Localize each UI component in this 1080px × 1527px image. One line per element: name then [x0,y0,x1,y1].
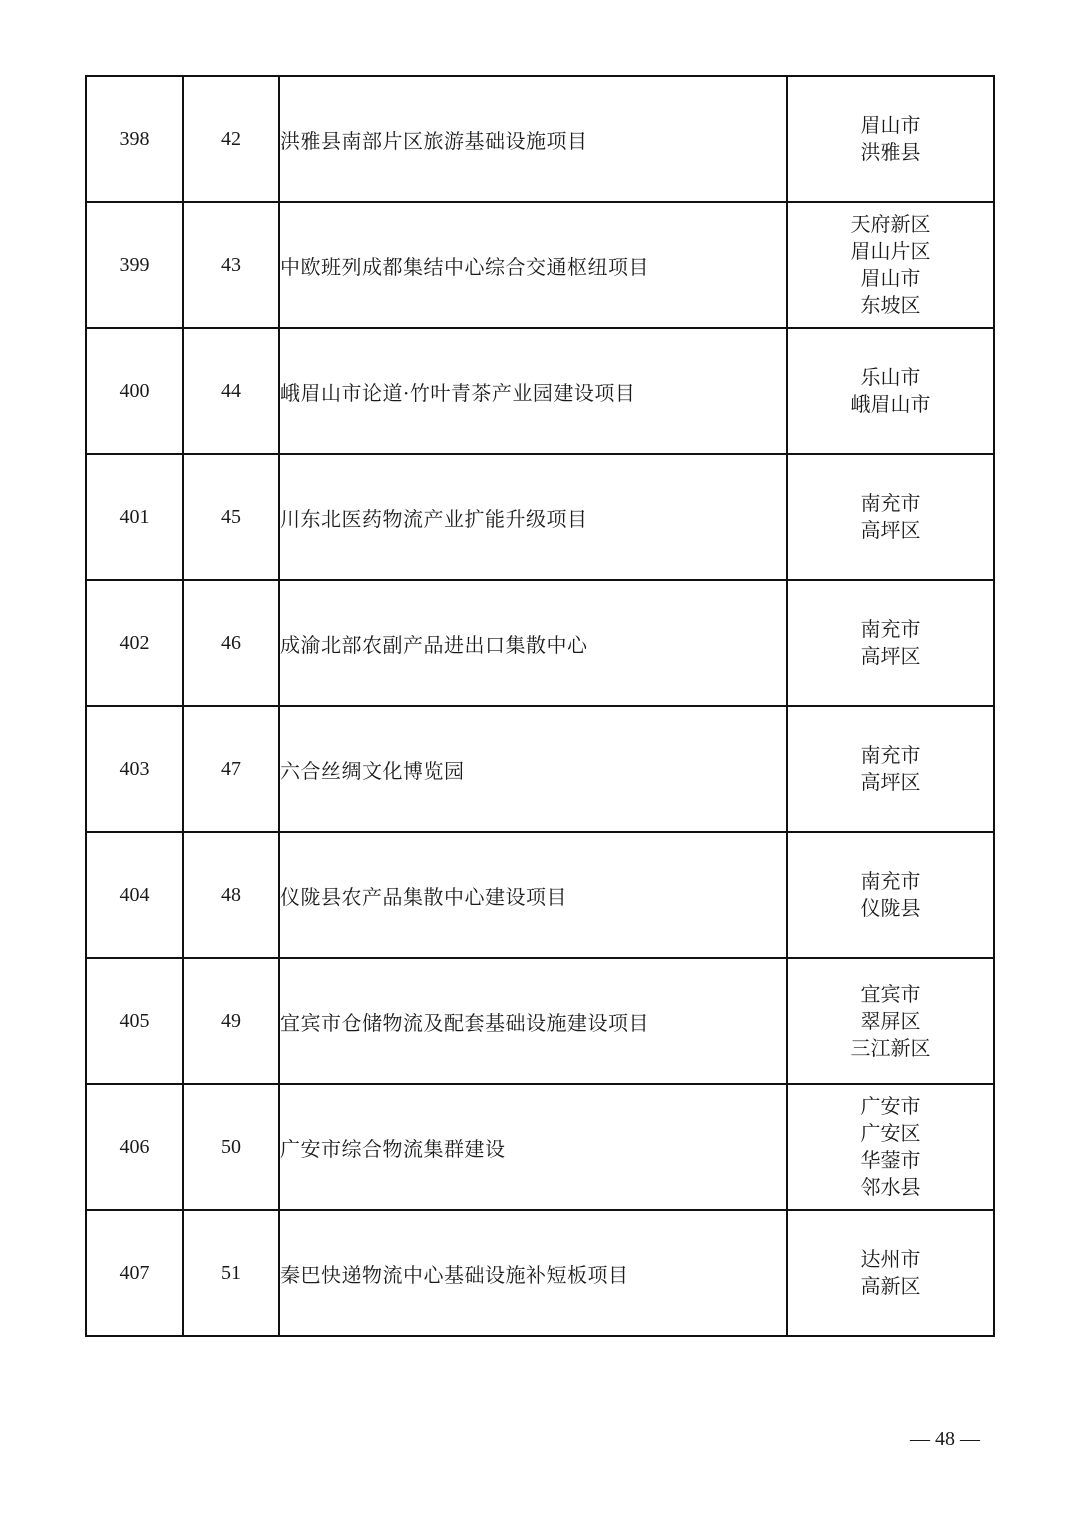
project-location [787,706,994,832]
project-location [787,76,994,202]
location-line: 南充市 [860,617,921,641]
project-name: 六合丝绸文化博览园 [279,706,787,832]
project-location [787,958,994,1084]
project-location [787,1210,994,1336]
location-line: 宜宾市 [860,981,921,1006]
project-name: 宜宾市仓储物流及配套基础设施建设项目 [279,958,787,1084]
row-seq-number: 400 [86,328,183,454]
row-seq-number: 402 [86,580,183,706]
location-line: 南充市 [860,491,921,515]
table-row [86,454,994,580]
row-seq-number: 403 [86,706,183,832]
project-name: 成渝北部农副产品进出口集散中心 [279,580,787,706]
location-line: 高新区 [860,1274,921,1298]
table-row [86,580,994,706]
project-location [787,328,994,454]
location-line: 东坡区 [860,293,921,317]
location-line: 高坪区 [860,644,921,668]
location-line: 邻水县 [860,1175,921,1199]
row-index-number: 47 [183,706,279,832]
project-name: 川东北医药物流产业扩能升级项目 [279,454,787,580]
table-row [86,1084,994,1210]
table-row [86,706,994,832]
row-seq-number: 399 [86,202,183,328]
location-line: 广安市 [860,1094,921,1118]
location-line: 达州市 [860,1247,921,1271]
location-line: 乐山市 [860,365,921,389]
projects-table [85,75,995,1337]
location-line: 三江新区 [850,1035,931,1060]
row-seq-number: 406 [86,1084,183,1210]
location-line: 峨眉山市 [850,392,931,416]
location-line: 眉山片区 [850,239,931,263]
location-line: 眉山市 [860,266,921,290]
table-row [86,328,994,454]
page-number: — 48 — [910,1428,980,1450]
project-location [787,1084,994,1210]
location-line: 南充市 [860,869,921,893]
location-line: 高坪区 [860,770,921,794]
project-location [787,202,994,328]
project-location [787,454,994,580]
location-line: 南充市 [860,743,921,767]
project-name: 秦巴快递物流中心基础设施补短板项目 [279,1210,787,1336]
project-name: 仪陇县农产品集散中心建设项目 [279,832,787,958]
row-index-number: 45 [183,454,279,580]
table-row [86,832,994,958]
row-index-number: 42 [183,76,279,202]
location-line: 眉山市 [860,113,921,137]
location-line: 仪陇县 [860,896,921,920]
table-row [86,1210,994,1336]
row-seq-number: 407 [86,1210,183,1336]
location-line: 高坪区 [860,518,921,542]
row-index-number: 43 [183,202,279,328]
table-row [86,76,994,202]
project-name: 峨眉山市论道·竹叶青茶产业园建设项目 [279,328,787,454]
row-index-number: 51 [183,1210,279,1336]
row-seq-number: 404 [86,832,183,958]
table-row [86,202,994,328]
table-row [86,958,994,1084]
row-index-number: 48 [183,832,279,958]
row-seq-number: 401 [86,454,183,580]
row-seq-number: 405 [86,958,183,1084]
project-location [787,832,994,958]
location-line: 天府新区 [850,212,931,236]
row-index-number: 46 [183,580,279,706]
row-index-number: 50 [183,1084,279,1210]
row-index-number: 49 [183,958,279,1084]
project-name: 广安市综合物流集群建设 [279,1084,787,1210]
location-line: 翠屏区 [860,1008,921,1033]
row-seq-number: 398 [86,76,183,202]
location-line: 洪雅县 [860,140,921,164]
project-name: 中欧班列成都集结中心综合交通枢纽项目 [279,202,787,328]
location-line: 广安区 [860,1121,921,1145]
location-line: 华蓥市 [860,1148,921,1172]
project-location [787,580,994,706]
row-index-number: 44 [183,328,279,454]
project-name: 洪雅县南部片区旅游基础设施项目 [279,76,787,202]
